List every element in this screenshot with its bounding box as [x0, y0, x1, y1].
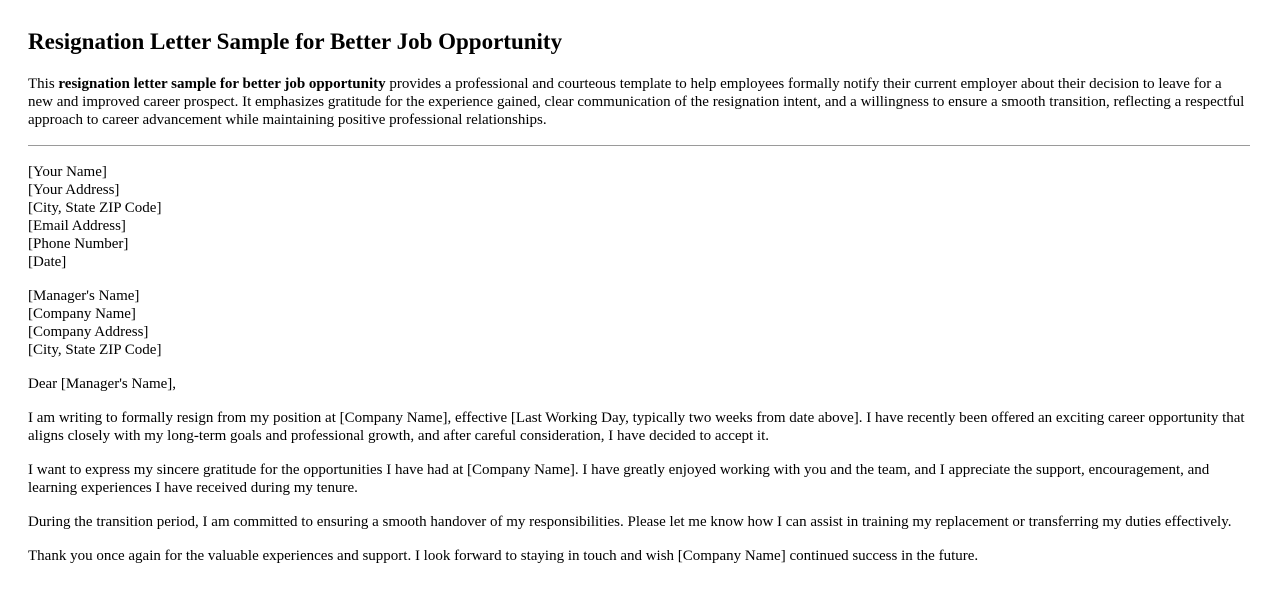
salutation: Dear [Manager's Name],: [28, 376, 177, 392]
divider: [28, 145, 1250, 146]
intro-bold-phrase: resignation letter sample for better job opportunity: [58, 76, 386, 92]
body-paragraph-resignation: I am writing to formally resign from my position at [Company Name], effective [Last Working Day, typically two weeks from date above]. I have recently been offered an exciting career opportunity that aligns closely with my long-term goals and professional growth, and after careful consideration, I have decided to accept it.: [28, 410, 1245, 444]
document-page: [28, 0, 1250, 565]
sender-address: [Your Address]: [28, 182, 120, 198]
intro-lead: This: [28, 76, 59, 92]
body-paragraph-gratitude: I want to express my sincere gratitude for the opportunities I have had at [Company Name]. I have greatly enjoyed working with you and the team, and I appreciate the support, encouragement, and learning experiences I have received during my tenure.: [28, 462, 1210, 496]
sender-phone: [Phone Number]: [28, 236, 129, 252]
intro-paragraph: [28, 75, 1250, 129]
sender-email: [Email Address]: [28, 218, 126, 234]
body-paragraph-closing: Thank you once again for the valuable experiences and support. I look forward to staying in touch and wish [Company Name] continued success in the future.: [28, 548, 979, 564]
recipient-company-address: [Company Address]: [28, 324, 149, 340]
recipient-address-block: [28, 287, 1250, 359]
body-paragraph-transition: During the transition period, I am committed to ensuring a smooth handover of my responsibilities. Please let me know how I can assist in training my replacement or transferring my duties effectively.: [28, 514, 1232, 530]
recipient-company-name: [Company Name]: [28, 306, 136, 322]
recipient-city-state-zip: [City, State ZIP Code]: [28, 342, 162, 358]
sender-address-block: [28, 163, 1250, 271]
sender-name: [Your Name]: [28, 164, 107, 180]
page-title: Resignation Letter Sample for Better Job Opportunity: [28, 29, 563, 54]
intro-rest: provides a professional and courteous template to help employees formally notify their current employer about their decision to leave for a new and improved career prospect. It emphasizes gratitude for the experience gained, clear communication of the resignation intent, and a willingness to ensure a smooth transition, reflecting a respectful approach to career advancement while maintaining positive professional relationships.: [28, 76, 1245, 128]
sender-city-state-zip: [City, State ZIP Code]: [28, 200, 162, 216]
recipient-manager-name: [Manager's Name]: [28, 288, 140, 304]
letter-date: [Date]: [28, 254, 67, 270]
